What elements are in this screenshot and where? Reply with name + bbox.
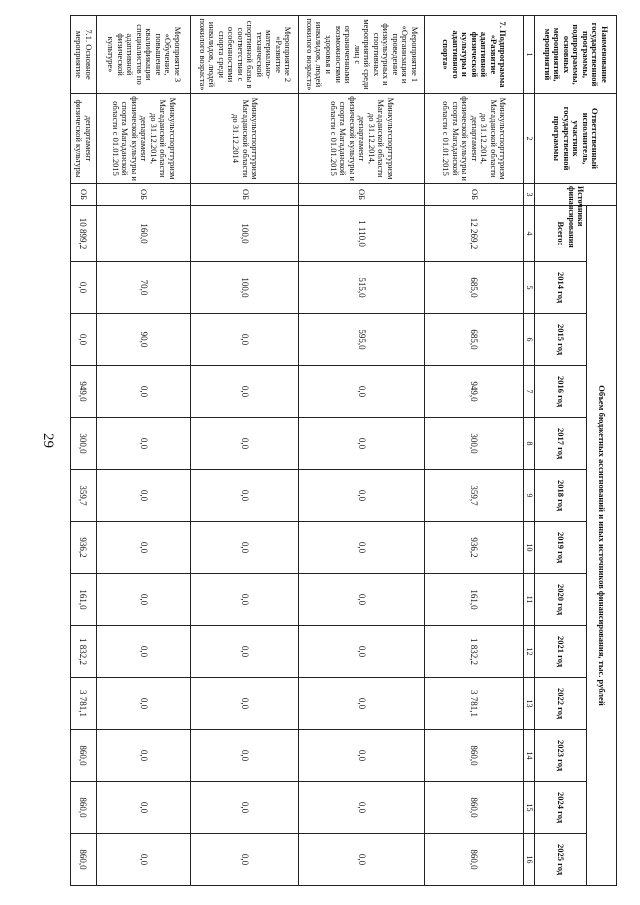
column-number: 12 — [524, 626, 535, 678]
column-number: 4 — [524, 206, 535, 262]
row-value: 161,0 — [71, 574, 97, 626]
row-value: 515,0 — [299, 262, 425, 314]
row-value: 0,0 — [191, 574, 299, 626]
row-value: 70,0 — [96, 262, 191, 314]
header-name: Наименование государственной программы, подпрограммы, основных мероприятий, мероприятий — [535, 16, 617, 94]
row-value: 0,0 — [299, 782, 425, 834]
column-number: 11 — [524, 574, 535, 626]
row-name: Мероприятие 2 «Развитие материально-технической спортивной базы в соответствии с особенностями спорта среди инвалидов, людей пожилого возраста» — [191, 16, 299, 94]
header-volume: Объем бюджетных ассигнований и иных источников финансирования, тыс. рублей — [587, 206, 617, 886]
header-year: 2018 год — [535, 470, 587, 522]
column-number: 5 — [524, 262, 535, 314]
row-value: 161,0 — [425, 574, 524, 626]
row-value: 0,0 — [299, 626, 425, 678]
row-value: 860,0 — [71, 834, 97, 886]
header-executor: Ответственный исполнитель, участник государственной программы — [535, 94, 617, 184]
row-value: 936,2 — [71, 522, 97, 574]
row-value: 1 832,2 — [425, 626, 524, 678]
row-value: 0,0 — [96, 834, 191, 886]
row-name: Мероприятие 3 «Обучение, повышение квалификации специалистов по адаптивной физической культуре» — [96, 16, 191, 94]
row-value: 90,0 — [96, 314, 191, 366]
header-source: Источники финансирования — [535, 184, 617, 206]
table-row — [425, 16, 524, 886]
row-value: 0,0 — [96, 470, 191, 522]
header-year: 2024 год — [535, 782, 587, 834]
row-value: 0,0 — [191, 366, 299, 418]
header-year: 2015 год — [535, 314, 587, 366]
row-value: 0,0 — [96, 626, 191, 678]
row-source: ОБ — [71, 184, 97, 206]
table-container — [70, 15, 617, 885]
row-total: 100,0 — [191, 206, 299, 262]
header-year: 2023 год — [535, 730, 587, 782]
row-executor: Минкультспорттуризм Магаданской области до 31.12.2014 — [191, 94, 299, 184]
financing-table — [70, 15, 617, 886]
row-value: 0,0 — [299, 470, 425, 522]
row-source: ОБ — [425, 184, 524, 206]
row-value: 0,0 — [96, 418, 191, 470]
row-value: 860,0 — [71, 730, 97, 782]
column-number: 16 — [524, 834, 535, 886]
row-value: 0,0 — [191, 418, 299, 470]
row-value: 949,0 — [71, 366, 97, 418]
row-value: 0,0 — [299, 366, 425, 418]
row-value: 685,0 — [425, 262, 524, 314]
row-value: 0,0 — [191, 470, 299, 522]
header-year: 2019 год — [535, 522, 587, 574]
column-number: 15 — [524, 782, 535, 834]
row-value: 595,0 — [299, 314, 425, 366]
row-value: 0,0 — [96, 522, 191, 574]
column-number: 6 — [524, 314, 535, 366]
header-year: 2021 год — [535, 626, 587, 678]
row-value: 0,0 — [299, 418, 425, 470]
header-year: 2022 год — [535, 678, 587, 730]
row-name: Мероприятие 1 «Организация и проведение физкультурных и спортивных мероприятий среди лиц с ограниченными возможностями здоровья и инвалидов, людей пожилого возраста» — [299, 16, 425, 94]
column-number: 13 — [524, 678, 535, 730]
row-value: 0,0 — [191, 834, 299, 886]
row-value: 0,0 — [96, 782, 191, 834]
row-executor: департамент физической культуры — [71, 94, 97, 184]
row-value: 860,0 — [71, 782, 97, 834]
row-value: 3 781,1 — [425, 678, 524, 730]
row-name: 7. Подпрограмма «Развитие адаптивной физической культуры и адаптивного спорта» — [425, 16, 524, 94]
row-executor: Минкультспорттуризм Магаданской области до 31.12.2014, департамент физической культуры и спорта Магаданской области с 01.01.2015 — [299, 94, 425, 184]
row-value: 0,0 — [191, 626, 299, 678]
row-value: 100,0 — [191, 262, 299, 314]
row-value: 0,0 — [191, 730, 299, 782]
column-number: 9 — [524, 470, 535, 522]
table-row — [191, 16, 299, 886]
column-number: 14 — [524, 730, 535, 782]
row-value: 860,0 — [425, 730, 524, 782]
row-executor: Минкультспорттуризм Магаданской области до 31.12.2014, департамент физической культуры и спорта Магаданской области с 01.01.2015 — [96, 94, 191, 184]
row-total: 12 269,2 — [425, 206, 524, 262]
row-value: 0,0 — [96, 730, 191, 782]
row-value: 300,0 — [425, 418, 524, 470]
row-value: 0,0 — [96, 366, 191, 418]
row-total: 160,0 — [96, 206, 191, 262]
row-value: 0,0 — [191, 522, 299, 574]
row-value: 0,0 — [96, 574, 191, 626]
table-row — [299, 16, 425, 886]
column-number: 1 — [524, 16, 535, 94]
row-value: 359,7 — [425, 470, 524, 522]
row-value: 860,0 — [425, 782, 524, 834]
row-source: ОБ — [96, 184, 191, 206]
row-executor: Минкультспорттуризм Магаданской области до 31.12.2014, департамент физической культуры и спорта Магаданской области с 01.01.2015 — [425, 94, 524, 184]
row-value: 0,0 — [299, 678, 425, 730]
row-value: 685,0 — [425, 314, 524, 366]
row-value: 0,0 — [299, 522, 425, 574]
row-total: 10 899,2 — [71, 206, 97, 262]
column-number: 2 — [524, 94, 535, 184]
header-year: 2016 год — [535, 366, 587, 418]
row-value: 1 832,2 — [71, 626, 97, 678]
header-year: 2020 год — [535, 574, 587, 626]
column-number: 10 — [524, 522, 535, 574]
header-year: 2017 год — [535, 418, 587, 470]
header-total: Всего: — [535, 206, 587, 262]
table-row — [96, 16, 191, 886]
row-value: 0,0 — [191, 314, 299, 366]
table-row — [71, 16, 97, 886]
row-value: 0,0 — [96, 678, 191, 730]
column-number: 8 — [524, 418, 535, 470]
row-total: 1 110,0 — [299, 206, 425, 262]
row-value: 949,0 — [425, 366, 524, 418]
row-value: 0,0 — [191, 782, 299, 834]
rotated-table-frame — [70, 15, 617, 885]
row-name: 7.1. Основное мероприятие — [71, 16, 97, 94]
page-number: 29 — [40, 433, 56, 448]
row-value: 860,0 — [425, 834, 524, 886]
row-value: 0,0 — [299, 834, 425, 886]
row-value: 0,0 — [299, 574, 425, 626]
column-number: 7 — [524, 366, 535, 418]
row-source: ОБ — [191, 184, 299, 206]
row-value: 0,0 — [191, 678, 299, 730]
header-year: 2025 год — [535, 834, 587, 886]
row-value: 936,2 — [425, 522, 524, 574]
column-number: 3 — [524, 184, 535, 206]
row-value: 0,0 — [71, 262, 97, 314]
row-value: 0,0 — [299, 730, 425, 782]
row-source: ОБ — [299, 184, 425, 206]
row-value: 300,0 — [71, 418, 97, 470]
row-value: 359,7 — [71, 470, 97, 522]
header-year: 2014 год — [535, 262, 587, 314]
row-value: 0,0 — [71, 314, 97, 366]
row-value: 3 781,1 — [71, 678, 97, 730]
